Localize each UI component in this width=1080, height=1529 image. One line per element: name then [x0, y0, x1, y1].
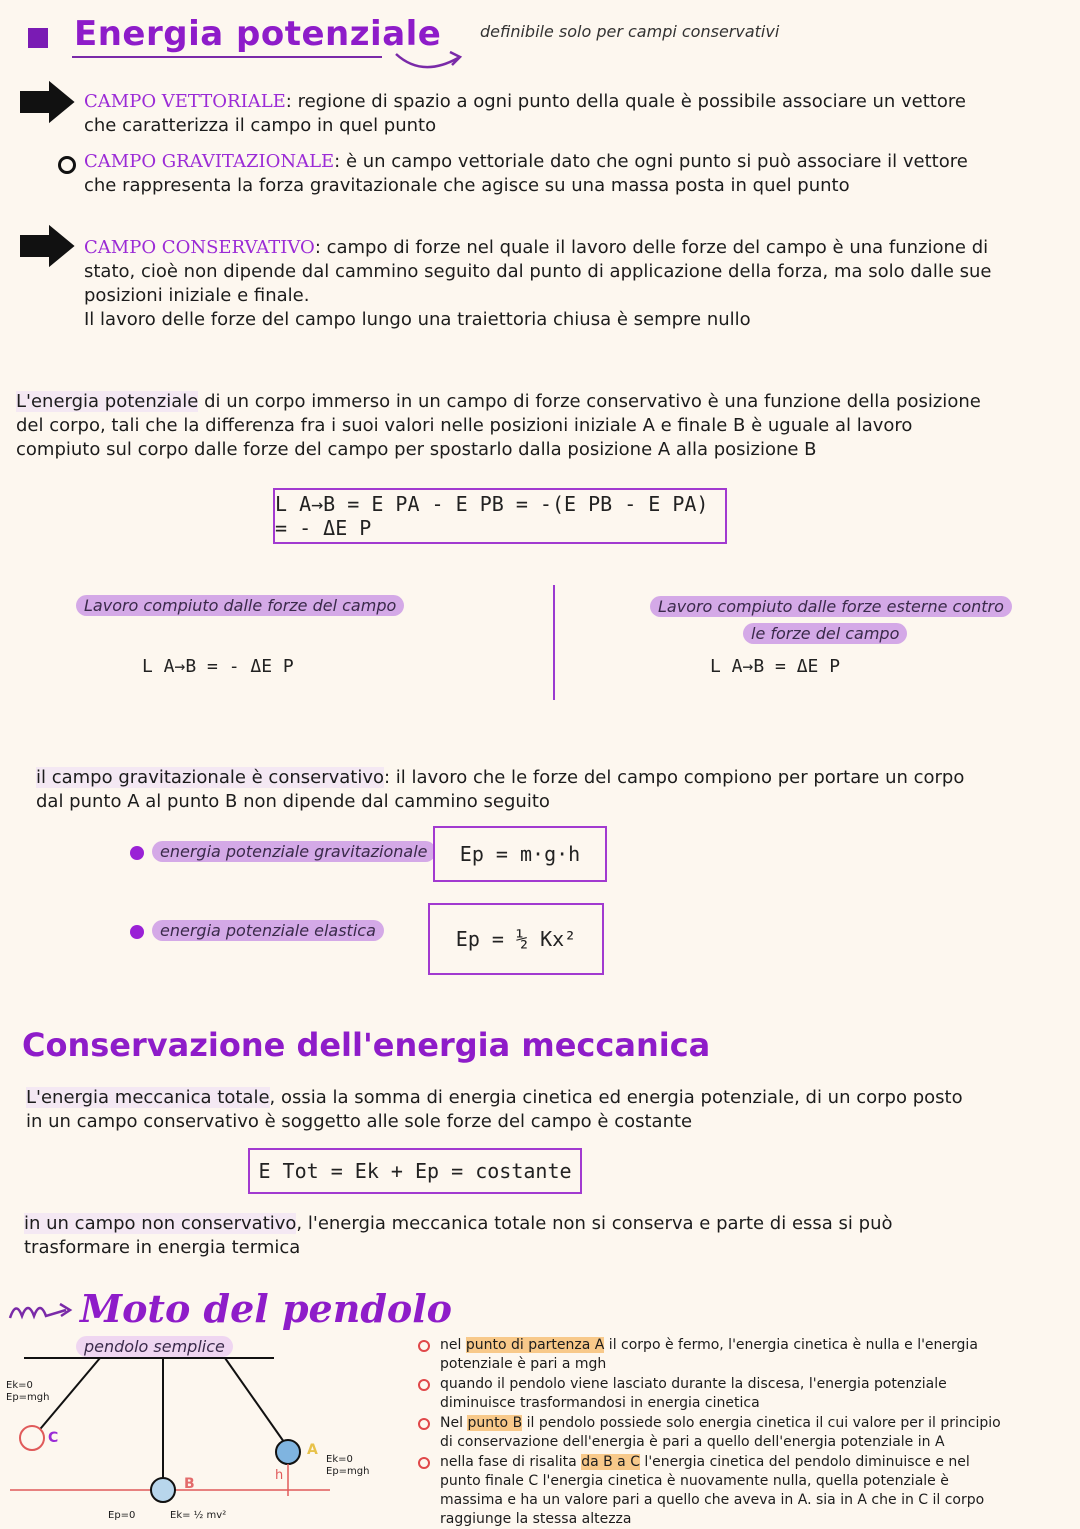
conservation-text: L'energia meccanica totale, ossia la somma di energia cinetica ed energia potenziale, di un corpo posto in un campo conservativo è soggetto alle sole forze del campo è costante: [26, 1087, 963, 1132]
title-underline: [72, 56, 382, 58]
grav-energy-label: energia potenziale gravitazionale: [152, 841, 436, 862]
potential-highlight: L'energia potenziale: [16, 391, 199, 412]
elastic-energy-formula: Ep = ½ Kx²: [455, 927, 577, 951]
work-left-formula: L A→B = - ΔE P: [142, 656, 294, 677]
work-right-label1-wrap: [650, 597, 1012, 616]
bob-c: [20, 1426, 44, 1450]
work-left-label-wrap: [76, 596, 404, 615]
pendulum-points-list: [418, 1336, 1068, 1529]
non-conservative-text: in un campo non conservativo, l'energia meccanica totale non si conserva e parte di essa si può trasformare in energia termica: [24, 1213, 893, 1258]
title-square-icon: [28, 28, 48, 48]
bob-b: [151, 1478, 175, 1502]
conservation-formula: E Tot = Ek + Ep = costante: [258, 1159, 572, 1183]
a-energy-labels: Ek=0 Ep=mgh: [326, 1454, 370, 1477]
conservation-formula-box: [248, 1148, 582, 1194]
work-right-label-2: le forze del campo: [743, 623, 907, 644]
grav-energy-formula-box: [433, 826, 607, 882]
def-vettoriale: CAMPO VETTORIALE: regione di spazio a ogni punto della quale è possibile associare un vettore che caratterizza il campo in quel punto: [84, 91, 966, 136]
pendulum-point: nella fase di risalita da B a C l'energia cinetica del pendolo diminuisce e nel punto finale C l'energia cinetica è nuovamente nulla, quella potenziale è massima e ha un valore pari a quello che aveva in A. sia in A che in C il corpo raggiunge la stessa altezza: [418, 1453, 1068, 1529]
pendulum-diagram: [0, 1350, 400, 1527]
potential-formula: L A→B = E PA - E PB = -(E PB - E PA) = - ΔE P: [275, 492, 709, 540]
pendulum-point: nel punto di partenza A il corpo è fermo, l'energia cinetica è nulla e l'energia potenziale è pari a mgh: [418, 1336, 1068, 1374]
c-energy-labels: Ek=0 Ep=mgh: [6, 1380, 50, 1403]
bullet-icon: [130, 846, 144, 860]
label-c: C: [48, 1430, 59, 1446]
work-right-label-1: Lavoro compiuto dalle forze esterne contro: [650, 596, 1012, 617]
def-vettoriale-label: CAMPO VETTORIALE: [84, 91, 286, 112]
circle-bullet-icon: [418, 1457, 430, 1469]
def-conservativo: CAMPO CONSERVATIVO: campo di forze nel quale il lavoro delle forze del campo è una funzione di stato, cioè non dipende dal cammino seguito dal punto di applicazione della forza, ma solo dalle sue posizioni iniziale e finale. Il lavoro delle forze del campo lungo una traiettoria chiusa è sempre nullo: [84, 237, 992, 330]
gravity-field-text: il campo gravitazionale è conservativo: il lavoro che le forze del campo compiono per portare un corpo dal punto A al punto B non dipende dal cammino seguito: [36, 767, 965, 812]
conservation-highlight: L'energia meccanica totale: [26, 1087, 270, 1108]
label-b: B: [184, 1476, 195, 1492]
arrow-right-icon: [18, 80, 76, 124]
def-gravitazionale-label: CAMPO GRAVITAZIONALE: [84, 151, 335, 172]
non-conservative-highlight: in un campo non conservativo: [24, 1213, 297, 1234]
work-divider: [553, 585, 555, 700]
elastic-energy-label-wrap: [152, 921, 384, 940]
circle-bullet-icon: [418, 1379, 430, 1391]
potential-definition: L'energia potenziale di un corpo immerso in un campo di forze conservativo è una funzione della posizione del corpo, tali che la differenza fra i suoi valori nelle posizioni iniziale A e finale B è uguale al lavoro compiuto sul corpo dalle forze del campo per spostarlo dalla posizione A alla posizione B: [16, 391, 981, 460]
grav-energy-formula: Ep = m·g·h: [459, 842, 581, 866]
circle-bullet-icon: [58, 156, 76, 174]
potential-formula-box: [273, 488, 727, 544]
curved-arrow-icon: [392, 38, 472, 74]
def-gravitazionale: CAMPO GRAVITAZIONALE: è un campo vettoriale dato che ogni punto si può associare il vettore che rappresenta la forza gravitazionale che agisce su una massa posta in quel punto: [84, 151, 968, 196]
bullet-icon: [130, 925, 144, 939]
pendulum-point: quando il pendolo viene lasciato durante la discesa, l'energia potenziale diminuisce trasformandosi in energia cinetica: [418, 1375, 1068, 1413]
circle-bullet-icon: [418, 1340, 430, 1352]
pendulum-string-a: [225, 1358, 284, 1442]
work-left-label: Lavoro compiuto dalle forze del campo: [76, 595, 404, 616]
conservation-title: Conservazione dell'energia meccanica: [22, 1026, 711, 1064]
work-right-label2-wrap: [743, 624, 907, 643]
label-h: h: [275, 1468, 284, 1483]
header-note: definibile solo per campi conservativi: [480, 22, 780, 41]
work-right-formula: L A→B = ΔE P: [710, 656, 841, 677]
bob-a: [276, 1440, 300, 1464]
pendulum-point: Nel punto B il pendolo possiede solo energia cinetica il cui valore per il principio di conservazione dell'energia è pari a quello dell'energia potenziale in A: [418, 1414, 1068, 1452]
def-conservativo-label: CAMPO CONSERVATIVO: [84, 237, 315, 258]
b-ep-label: Ep=0: [108, 1510, 136, 1521]
pendulum-title: Moto del pendolo: [80, 1286, 453, 1331]
gravity-field-highlight: il campo gravitazionale è conservativo: [36, 767, 385, 788]
circle-bullet-icon: [418, 1418, 430, 1430]
label-a: A: [307, 1442, 318, 1458]
squiggle-arrow-icon: [6, 1296, 78, 1326]
elastic-energy-label: energia potenziale elastica: [152, 920, 384, 941]
pendulum-subtitle: pendolo semplice: [76, 1336, 233, 1357]
elastic-energy-formula-box: [428, 903, 604, 975]
grav-energy-label-wrap: [152, 842, 436, 861]
page-title: Energia potenziale: [74, 14, 442, 54]
b-ek-label: Ek= ½ mv²: [170, 1510, 227, 1521]
arrow-right-icon: [18, 224, 76, 268]
